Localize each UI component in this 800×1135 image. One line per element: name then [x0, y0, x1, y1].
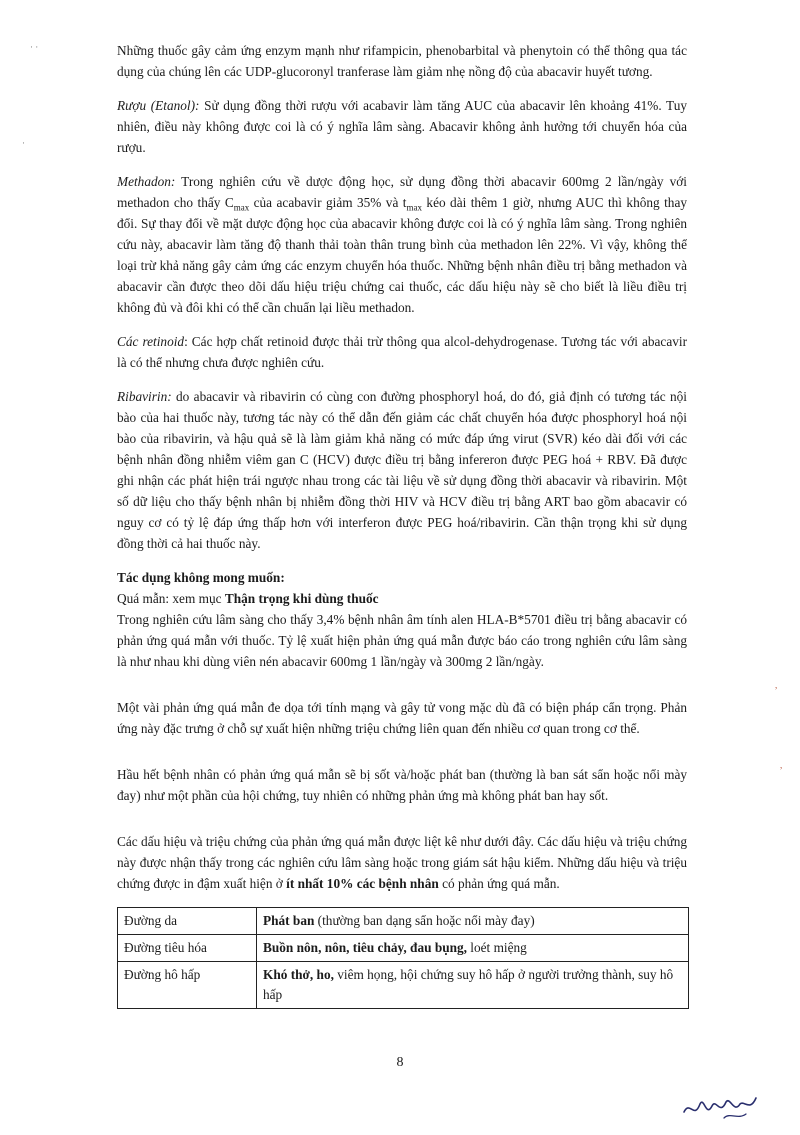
adverse-effects-heading: Tác dụng không mong muốn:: [117, 570, 285, 585]
handwritten-initials-icon: [680, 1090, 760, 1126]
ribavirin-text: do abacavir và ribavirin có cùng con đường phosphoryl hoá, do đó, giả định có tương tác nội bào của hai thuốc này, tương tác này có thể dẫn đến giảm các chất chuyển hóa được phosphoryl hoá nội bào của ribavirin, và hậu quả sẽ là làm giảm khả năng có mức đáp ứng virut (SVR) kéo dài đối với các bệnh nhân đồng nhiễm viêm gan C (HCV) được điều trị bằng infereron được PEG hoá + RBV. Đã được ghi nhận các phát hiện trái ngược nhau trong các tài liệu về sử dụng đồng thời abacavir và ribavirin. Một số dữ liệu cho thấy bệnh nhân bị nhiễm đồng thời HIV và HCV điều trị bằng ART bao gồm abacavir có nguy cơ có tỷ lệ đáp ứng thấp hơn với interferon được PEG hoá/ribavirin. Cần thận trọng khi sử dụng đồng thời cả hai thuốc này.: [117, 389, 687, 551]
fever-rash-paragraph: Hầu hết bệnh nhân có phản ứng quá mẫn sẽ bị sốt và/hoặc phát ban (thường là ban sát sẩn hoặc nổi mày đay) như một phần của hội chứng, tuy nhiên có những phản ứng mà không phát ban hay sốt.: [117, 767, 687, 803]
tmax-subscript: max: [406, 202, 422, 213]
hypersensitivity-reference: [117, 588, 687, 609]
symptoms-rest: viêm họng, hội chứng suy hô hấp ở người trưởng thành, suy hô hấp: [263, 967, 674, 1002]
scan-speck: ,: [775, 680, 778, 690]
spacer: [117, 752, 687, 764]
signs-symptoms-paragraph: [117, 831, 687, 894]
spacer: [117, 819, 687, 831]
ribavirin-lead: Ribavirin:: [117, 389, 172, 404]
retinoid-lead: Các retinoid: [117, 334, 185, 349]
methadone-text-3: kéo dài thêm 1 giờ, nhưng AUC thì không thay đổi. Sự thay đổi về mặt dược động học của abacavir không được coi là có ý nghĩa lâm sàng. Trong nghiên cứu này, abacavir làm tăng độ thanh thải toàn thân trung bình của methadon lên 22%. Vì vậy, không thể loại trừ khả năng gây cảm ứng các enzym chuyển hóa thuốc. Những bệnh nhân điều trị bằng methadon và abacavir cần được theo dõi dấu hiệu triệu chứng cai thuốc, các dấu hiệu này sẽ cho biết là liều điều trị không đủ và đôi khi có thể cần chuẩn lại liều methadon.: [117, 195, 687, 315]
precautions-section-ref: Thận trọng khi dùng thuốc: [224, 591, 379, 606]
clinical-trial-paragraph: Trong nghiên cứu lâm sàng cho thấy 3,4% bệnh nhân âm tính alen HLA-B*5701 điều trị bằng abacavir có phản ứng quá mẫn với thuốc. Tỷ lệ xuất hiện phản ứng quá mẫn được báo cáo trong nghiên cứu lâm sàng là như nhau khi dùng viên nén abacavir 600mg 1 lần/ngày và 300mg 2 lần/ngày.: [117, 612, 687, 669]
methadone-text-1: Trong nghiên cứu về dược động học, sử dụng đồng thời abacavir 600mg 2 lần/ngày với methadon cho thấy C: [117, 174, 687, 210]
signs-bold: ít nhất 10% các bệnh nhân: [286, 876, 439, 891]
table-row: [118, 962, 689, 1009]
scan-speck: ·: [22, 138, 25, 148]
retinoid-text: : Các hợp chất retinoid được thải trừ thông qua alcol-dehydrogenase. Tương tác với abacavir là có thể nhưng chưa được nghiên cứu.: [117, 334, 687, 370]
signs-tail: có phản ứng quá mẫn.: [438, 876, 560, 891]
scan-speck: ,: [780, 760, 783, 770]
enzyme-inducers-paragraph: Những thuốc gây cảm ứng enzym mạnh như rifampicin, phenobarbital và phenytoin có thể thông qua tác dụng của chúng lên các UDP-glucoronyl tranferase làm giảm nhẹ nồng độ của abacavir huyết tương.: [117, 43, 687, 79]
signs-text: Các dấu hiệu và triệu chứng của phản ứng quá mẫn được liệt kê như dưới đây. Các dấu hiệu và triệu chứng này được nhận thấy trong các nghiên cứu lâm sàng hoặc trong giám sát hậu kiểm. Những dấu hiệu và triệu chứng được in đậm xuất hiện ở: [117, 834, 687, 891]
symptoms-bold: Buồn nôn, nôn, tiêu chảy, đau bụng,: [263, 940, 467, 955]
methadone-lead: Methadon:: [117, 174, 176, 189]
cmax-subscript: max: [233, 202, 250, 213]
spacer: [117, 685, 687, 697]
ribavirin-paragraph: [117, 386, 687, 554]
table-cell-symptoms: [257, 908, 689, 935]
table-cell-category: Đường da: [118, 908, 257, 935]
table-cell-category: Đường hô hấp: [118, 962, 257, 1009]
ethanol-lead: Rượu (Etanol):: [117, 98, 200, 113]
life-threatening-paragraph: Một vài phản ứng quá mẫn đe dọa tới tính mạng và gây tử vong mặc dù đã có biện pháp cẩn trọng. Phản ứng này đặc trưng ở chỗ sự xuất hiện những triệu chứng liên quan đến nhiều cơ quan trong cơ thể.: [117, 700, 687, 736]
symptoms-rest: loét miệng: [466, 940, 527, 955]
table-row: [118, 935, 689, 962]
table-row: [118, 908, 689, 935]
ethanol-text: Sử dụng đồng thời rượu với acabavir làm tăng AUC của abacavir lên khoảng 41%. Tuy nhiên, điều này không được coi là có ý nghĩa lâm sàng. Abacavir không ảnh hưởng tới chuyển hóa của rượu.: [117, 98, 688, 155]
table-cell-symptoms: [257, 935, 689, 962]
table-cell-category: Đường tiêu hóa: [118, 935, 257, 962]
hypersensitivity-prefix: Quá mẫn: xem mục: [117, 591, 225, 606]
ethanol-paragraph: [117, 95, 687, 158]
symptoms-rest: (thường ban dạng sẩn hoặc nổi mày đay): [314, 913, 535, 928]
symptoms-bold: Phát ban: [263, 913, 315, 928]
retinoid-paragraph: [117, 331, 687, 373]
methadone-text-2: của acabavir giảm 35% và t: [249, 195, 407, 210]
symptoms-bold: Khó thở, ho,: [263, 967, 334, 982]
document-page: [117, 40, 687, 1009]
hypersensitivity-symptoms-table: [117, 907, 689, 1009]
methadone-paragraph: [117, 171, 687, 318]
table-cell-symptoms: [257, 962, 689, 1009]
page-number: 8: [396, 1055, 404, 1070]
scan-speck: · ·: [30, 42, 39, 52]
